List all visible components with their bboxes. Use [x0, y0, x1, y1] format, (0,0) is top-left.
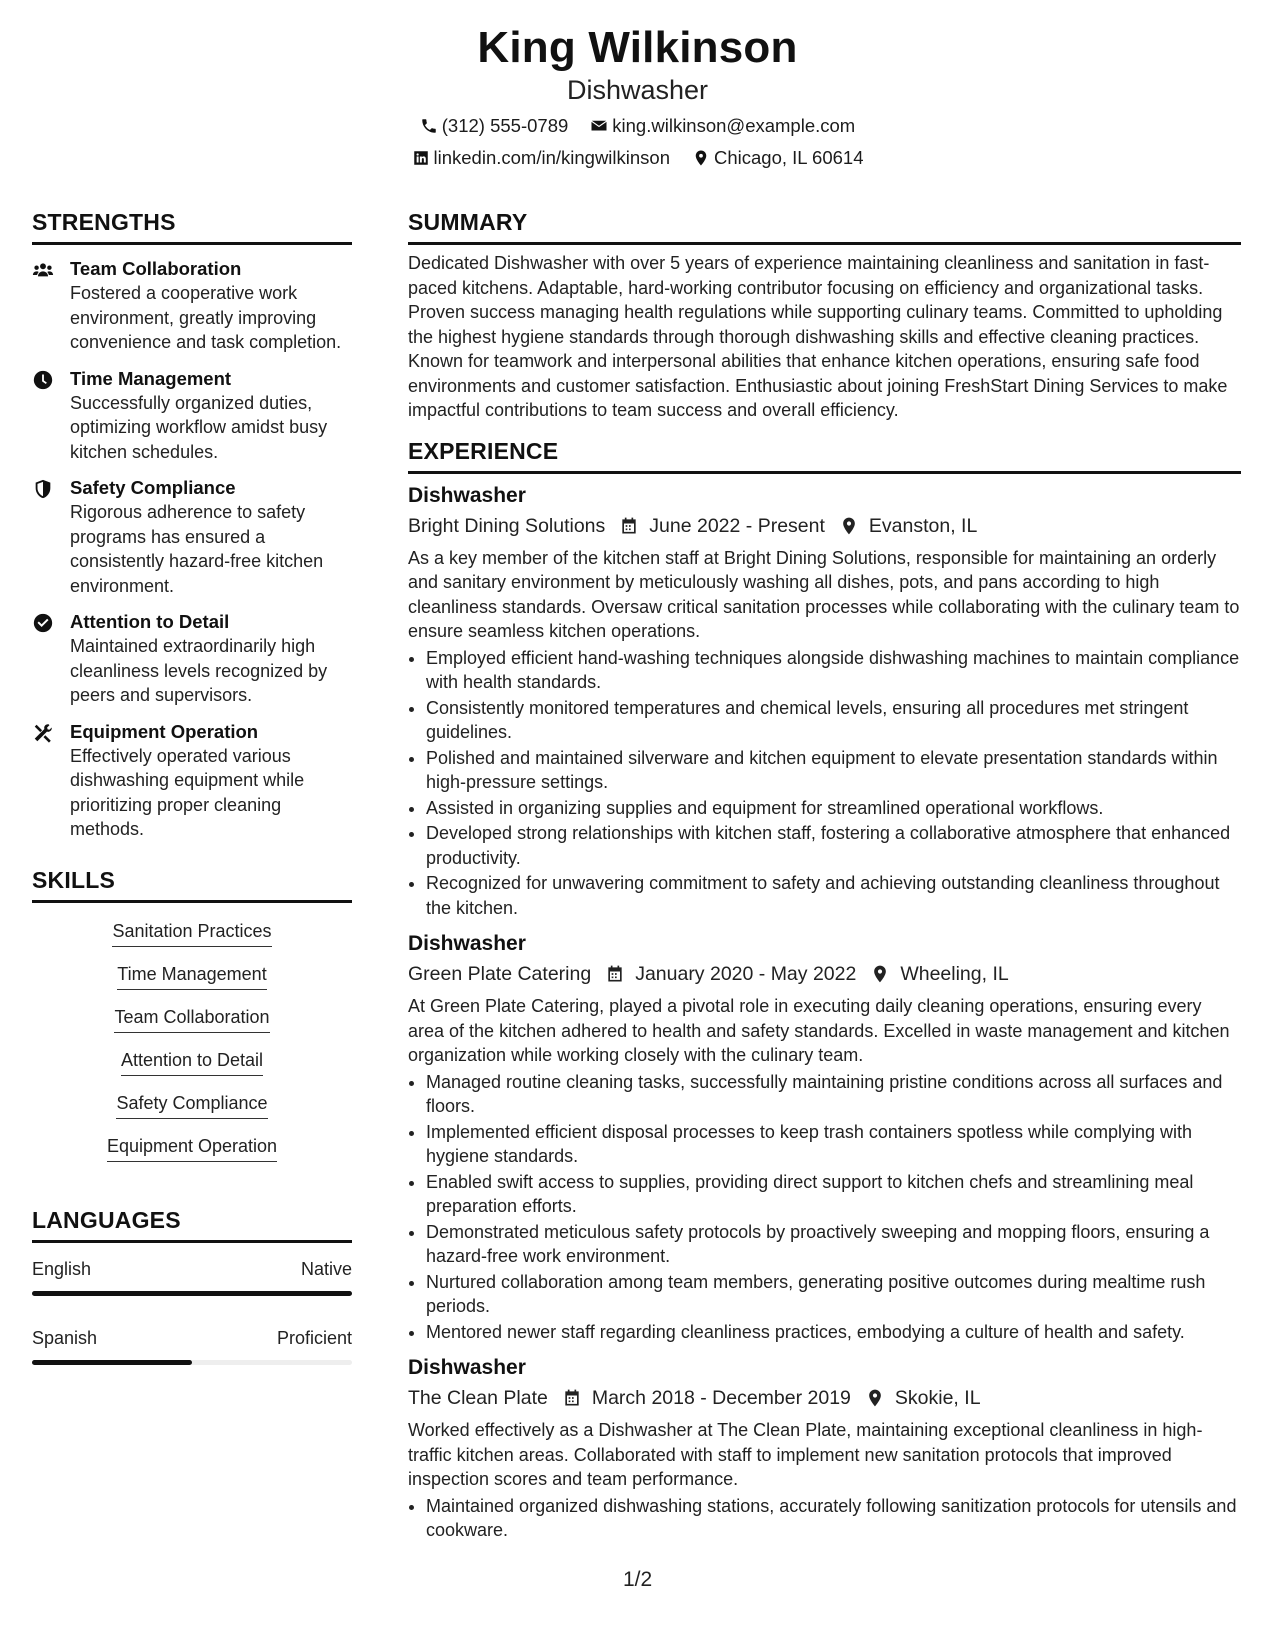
job-description: At Green Plate Catering, played a pivotal role in executing daily cleaning operations, ensuring every area of the kitchen adhered to health and safety standards. Excelled in waste management and kitchen organization while working closely with the culinary team. — [408, 996, 1230, 1065]
language-bar-fill — [32, 1291, 352, 1296]
job-entry — [408, 930, 1241, 1344]
clock-icon — [32, 369, 54, 391]
language-level: Proficient — [276, 1327, 352, 1348]
phone-text: (312) 555-0789 — [441, 115, 569, 136]
contact-row-2 — [0, 146, 1275, 170]
job-description: As a key member of the kitchen staff at Bright Dining Solutions, responsible for maintaining an orderly and sanitary environment by meticulously washing all dishes, pots, and pans according to high cleanliness standards. Oversaw critical sanitation processes while collaborating with the culinary team to ensure seamless kitchen operations. — [408, 547, 1240, 641]
left-column — [32, 208, 352, 1365]
envelope-icon — [590, 117, 608, 135]
map-pin-icon — [692, 149, 710, 167]
language-bar-fill — [32, 1360, 192, 1365]
job-dates: January 2020 - May 2022 — [635, 963, 857, 985]
linkedin-icon — [412, 149, 430, 167]
job-company: Bright Dining Solutions — [408, 514, 606, 537]
map-pin-icon — [870, 964, 890, 984]
strength-desc: Fostered a cooperative work environment, greatly improving convenience and task completion. — [70, 283, 342, 352]
strength-desc: Successfully organized duties, optimizing workflow amidst busy kitchen schedules. — [70, 392, 328, 462]
job-bullet: • Demonstrated meticulous safety protocols by proactively sweeping and mopping floors, ensuring a hazard-free work environment. — [426, 1220, 1241, 1269]
linkedin-contact[interactable] — [412, 146, 671, 170]
job-bullet: • Polished and maintained silverware and kitchen equipment to elevate presentation standards within high-pressure settings. — [426, 746, 1241, 795]
phone-icon — [420, 117, 438, 135]
job-bullet: • Employed efficient hand-washing techniques alongside dishwashing machines to maintain compliance with health standards. — [426, 646, 1241, 695]
summary-text: Dedicated Dishwasher with over 5 years of experience maintaining cleanliness and sanitation in fast-paced kitchens. Adaptable, hard-working contributor focusing on efficiency and organizational tasks. Proven success managing health regulations while supporting culinary teams. Committed to upholding the highest hygiene standards through thorough dishwashing skills and effective cleaning practices. Known for teamwork and interpersonal abilities that enhance kitchen operations, ensuring safe food environments and customer satisfaction. Enthusiastic about joining FreshStart Dining Services to make impactful contributions to team success and overall efficiency. — [408, 253, 1228, 420]
skill-item: Safety Compliance — [116, 1091, 267, 1119]
linkedin-text: linkedin.com/in/kingwilkinson — [433, 147, 670, 168]
phone-contact[interactable] — [420, 114, 569, 138]
calendar-icon — [562, 1388, 582, 1408]
language-name: English — [32, 1258, 92, 1279]
check-circle-icon — [32, 612, 54, 634]
job-meta — [408, 1384, 1241, 1412]
map-pin-icon — [865, 1388, 885, 1408]
resume-header — [0, 22, 1275, 170]
map-pin-icon — [839, 516, 859, 536]
job-dates: June 2022 - Present — [649, 514, 825, 537]
skill-item: Team Collaboration — [114, 1005, 269, 1033]
job-bullet: • Enabled swift access to supplies, providing direct support to kitchen chefs and streamlining meal preparation efforts. — [426, 1170, 1241, 1219]
job-bullet: • Recognized for unwavering commitment to safety and achieving outstanding cleanliness throughout the kitchen. — [426, 871, 1241, 920]
skill-item: Equipment Operation — [107, 1134, 277, 1162]
skill-item: Time Management — [117, 962, 266, 990]
experience-heading: EXPERIENCE — [408, 437, 1241, 474]
language-bar — [32, 1291, 352, 1296]
job-bullet: • Implemented efficient disposal processes to keep trash containers spotless while complying with hygiene standards. — [426, 1120, 1241, 1169]
strength-name: Attention to Detail — [70, 611, 230, 632]
job-meta — [408, 512, 1241, 540]
job-title: Dishwasher — [408, 1356, 526, 1379]
job-description: Worked effectively as a Dishwasher at The Clean Plate, maintaining exceptional cleanliness in high-traffic kitchen areas. Collaborated with staff to implement new sanitation protocols that improved inspection scores and team performance. — [408, 1420, 1203, 1489]
candidate-title: Dishwasher — [566, 75, 709, 105]
calendar-icon — [619, 516, 639, 536]
job-company: The Clean Plate — [408, 1387, 548, 1409]
job-bullets — [408, 1494, 1241, 1543]
skills-list — [32, 913, 352, 1162]
job-location: Evanston, IL — [868, 514, 978, 537]
job-bullet: • Developed strong relationships with kitchen staff, fostering a collaborative atmosphere that enhanced productivity. — [426, 821, 1241, 870]
job-location: Wheeling, IL — [900, 963, 1009, 985]
candidate-name: King Wilkinson — [477, 23, 798, 72]
job-entry — [408, 482, 1241, 921]
job-meta — [408, 960, 1241, 988]
location-text: Chicago, IL 60614 — [714, 147, 864, 168]
job-location: Skokie, IL — [894, 1387, 981, 1409]
skill-item: Sanitation Practices — [112, 919, 271, 947]
strength-desc: Effectively operated various dishwashing equipment while prioritizing proper cleaning methods. — [70, 745, 305, 839]
job-bullet: • Assisted in organizing supplies and equipment for streamlined operational workflows. — [426, 796, 1241, 821]
strength-item — [32, 610, 352, 708]
job-entry — [408, 1354, 1241, 1543]
job-title: Dishwasher — [408, 932, 526, 955]
skill-item: Attention to Detail — [121, 1048, 263, 1076]
language-name: Spanish — [32, 1327, 98, 1348]
strength-name: Team Collaboration — [70, 258, 242, 279]
language-level: Native — [300, 1258, 352, 1279]
job-bullets — [408, 646, 1241, 921]
skills-heading: SKILLS — [32, 866, 352, 903]
calendar-icon — [605, 964, 625, 984]
language-item — [32, 1257, 352, 1296]
job-bullet: • Maintained organized dishwashing stations, accurately following sanitization protocols for utensils and cookware. — [426, 1494, 1241, 1543]
job-title: Dishwasher — [408, 483, 526, 507]
strength-item — [32, 476, 352, 598]
language-bar — [32, 1360, 352, 1365]
strength-item — [32, 257, 352, 355]
strength-name: Equipment Operation — [70, 720, 259, 742]
job-bullet: • Consistently monitored temperatures and chemical levels, ensuring all procedures met stringent guidelines. — [426, 696, 1241, 745]
page-number: 1/2 — [623, 1568, 653, 1591]
languages-heading: LANGUAGES — [32, 1206, 352, 1243]
job-bullets — [408, 1070, 1241, 1345]
users-icon — [32, 259, 54, 281]
strength-name: Safety Compliance — [70, 477, 236, 498]
email-contact[interactable] — [590, 114, 855, 138]
location-contact — [692, 146, 863, 170]
email-text: king.wilkinson@example.com — [612, 115, 856, 136]
contact-row-1 — [0, 114, 1275, 138]
language-item — [32, 1326, 352, 1365]
job-bullet: • Mentored newer staff regarding cleanliness practices, embodying a culture of health and safety. — [426, 1320, 1241, 1345]
strength-item — [32, 367, 352, 465]
tools-icon — [32, 722, 54, 744]
job-company: Green Plate Catering — [408, 963, 592, 985]
strength-item — [32, 720, 352, 842]
job-bullet: • Nurtured collaboration among team members, generating positive outcomes during mealtime rush periods. — [426, 1270, 1241, 1319]
strength-desc: Maintained extraordinarily high cleanliness levels recognized by peers and supervisors. — [70, 636, 328, 705]
job-bullet: • Managed routine cleaning tasks, successfully maintaining pristine conditions across all surfaces and floors. — [426, 1070, 1241, 1119]
shield-icon — [32, 478, 54, 500]
job-dates: March 2018 - December 2019 — [591, 1387, 851, 1409]
summary-heading: SUMMARY — [408, 208, 1241, 245]
strength-name: Time Management — [70, 367, 232, 389]
right-column — [408, 208, 1241, 1543]
strength-desc: Rigorous adherence to safety programs has ensured a consistently hazard-free kitchen environment. — [70, 502, 324, 596]
strengths-heading: STRENGTHS — [32, 208, 352, 245]
